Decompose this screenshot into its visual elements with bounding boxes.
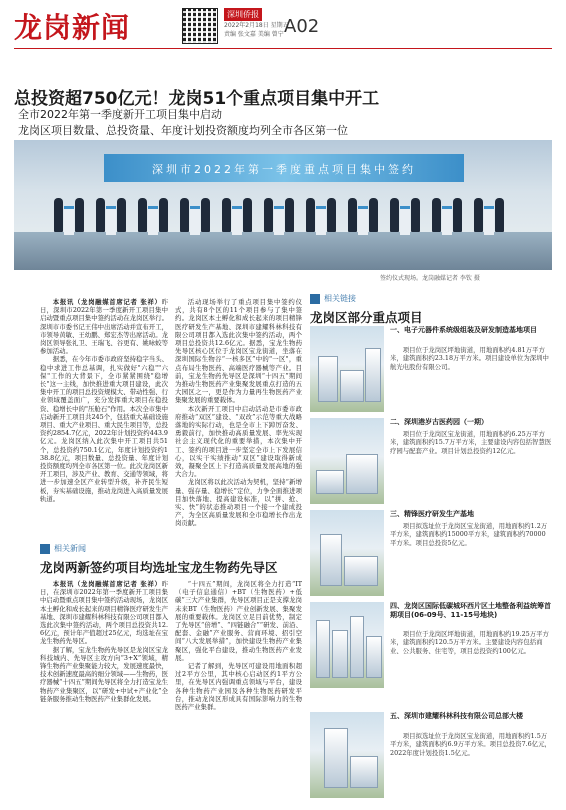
headline: 总投资超750亿元！龙岗51个重点项目集中开工 — [14, 89, 380, 109]
participant-figure — [453, 198, 462, 232]
project-title: 一、电子元器件系统级组装及研发制造基地项目 — [390, 326, 537, 334]
participant-figure — [117, 198, 126, 232]
participant-figure — [327, 198, 336, 232]
related-article-paragraph-1: 昨日，在深圳市2022年第一季度新开工项目集中启动暨重点项目集中签约活动现场，龙岗区本土孵化和成长起来的项目精锋医疗研发生产基地、深圳市建耀科林科技有限公司项目都入选此次集中签约活动，两个项目总投资共12.6亿元，预计年产值超过25亿元，均选址在宝龙生物药先导区。 — [40, 580, 168, 646]
related-links-label: 相关链接 — [324, 294, 356, 303]
issue-editors: 责编 张文嘉 美编 曾宁 — [224, 31, 284, 38]
signing-podium — [484, 206, 494, 235]
participant-figure — [180, 198, 189, 232]
signing-podium — [316, 206, 326, 235]
project-card — [310, 602, 554, 692]
related-article-title: 龙岗两新签约项目均选址宝龙生物药先导区 — [40, 560, 278, 575]
related-news-tag — [40, 542, 302, 556]
related-article-column-1 — [40, 580, 168, 703]
participant-figure — [201, 198, 210, 232]
signing-podium — [400, 206, 410, 235]
participant-figure — [54, 198, 63, 232]
project-title: 二、深圳港岁古医药园（一期） — [390, 418, 488, 426]
signing-podium — [64, 206, 74, 235]
signing-podium — [274, 206, 284, 235]
stage-screen — [104, 154, 464, 182]
participant-figure — [474, 198, 483, 232]
signing-podium — [190, 206, 200, 235]
related-news-label: 相关新闻 — [54, 544, 86, 553]
qr-code-icon — [182, 8, 218, 44]
participant-figure — [75, 198, 84, 232]
page-number: A02 — [284, 16, 320, 37]
participant-figure — [96, 198, 105, 232]
participant-figure — [243, 198, 252, 232]
project-title: 五、深圳市建耀科林科技有限公司总部大楼 — [390, 712, 523, 720]
project-rendering — [310, 712, 384, 798]
participant-figure — [306, 198, 315, 232]
stage-floor — [14, 232, 552, 270]
participant-figure — [159, 198, 168, 232]
article-lead-byline: 本报讯（龙岗融媒首席记者 张祥） — [52, 298, 162, 306]
masthead-divider — [14, 48, 552, 49]
article-lead-paragraph-4: 本次新开工项目中启动活动是市委市政府推动“双区”建设、“双改”示范等重大战略落地的实际行动，也是全市上下踔厉奋发、勇毅前行，加快推动高质量发展、率先实现社会主义现代化的重要举措，本次集中开工、签约的项目进一步坚定全市上下发展信心，以实干实绩推动“双区”建设取得新成效，凝聚全区上下打造高质量发展高地的强大合力。 — [175, 404, 302, 479]
brand-badge: 深圳侨报 — [224, 8, 262, 21]
article-lead-paragraph-5: 龙岗区将以此次活动为契机，坚持“新增量、强存量、稳增长”定位，力争全面推进项目加快落地、提高建设标准，以“拼、抢、实、快”的状态推动项目一个接一个建成投产，为全区高质量发展和全市稳增长作出龙岗贡献。 — [175, 478, 302, 528]
article-lead-paragraph-1: 昨日，深圳市2022年第一季度新开工项目集中启动暨重点项目集中签约活动在龙岗区举行。深圳市市委书记王伟中出席活动并宣布开工，市领导黄敏、王幼鹏、郑宏杰等出席活动。龙岗区领导张礼卫、王瑞飞、谷更有、姚咏蛟等参加活动。 — [40, 298, 168, 356]
related-article-paragraph-3: “十四五”期间，龙岗区将全力打造“IT（电子信息通信）+BT（生物医药）+低碳”三大产业集群，先导区项目正是支撑龙岗未来BT（生物医药）产业创新发展、集聚发展的重要载体。龙岗区立足目前优势，制定了先导区“倍增”、“四链融合”“研发、前沿、配套、金融”产业服务、营商环境、招引空间“八大发展举措”，加快建设生物药产业集聚区，强化平台建设，推动生物医药产业发展。 — [175, 580, 302, 662]
article-lead-column-2 — [175, 298, 302, 528]
subheadline-2: 龙岗区项目数量、总投资量、年度计划投资额度均列全市各区第一位 — [18, 124, 348, 137]
article-lead-column-1 — [40, 298, 168, 503]
participant-figure — [369, 198, 378, 232]
square-icon — [310, 294, 320, 304]
project-rendering — [310, 418, 384, 504]
project-description: 项目位于龙岗区坪地街道，用地面积约4.81万平方米，建筑面积约23.18万平方米。项目建设单位为深圳中航光电股份有限公司。 — [390, 346, 549, 371]
photo-caption: 签约仪式现场。龙岗融媒记者 李钦 摄 — [380, 275, 480, 282]
participant-figure — [138, 198, 147, 232]
related-links-tag — [310, 292, 550, 306]
participant-figure — [264, 198, 273, 232]
article-lead-paragraph-2: 据悉，在今年市委市政府坚持稳字当头、稳中求进工作总基调，扎实做好"六稳""六保"工作的大背景下，全市紧紧围绕"稳增长"这一主线，加快推进重大项目建设，此次集中开工的项目总投资规模大、带动性强、行业领域覆盖面广，充分发挥重大项目在稳投资、稳增长中的"压舱石"作用。本次全市集中启动新开工项目共245个，包括重大基础设施项目、重大产业项目、重大民生项目等，总投资约2854.7亿元，2022年计划投资约443.9亿元。龙岗区纳入此次集中开工项目共51个，总投资约750.1亿元，年度计划投资约138.8亿元，项目数量、总投资量、年度计划投资额度均列全市各区第一位。此次龙岗区新开工项目，涉及产业、教育、交通等领域，将进一步加速全区产业转型升级，补齐民生短板，夯实基础设施，推动龙岗进入高质量发展轨道。 — [40, 355, 168, 503]
participant-figure — [411, 198, 420, 232]
participant-figure — [348, 198, 357, 232]
project-description: 项目位于龙岗区坪地街道，用地面积约19.25万平方米，建筑面积约120.5万平方米。主要建设内容包括商业、公共服务、住宅等，项目总投资约100亿元。 — [390, 630, 549, 655]
article-lead-paragraph-3: 活动现场举行了重点项目集中签约仪式，共有8个区的11个项目参与了集中签约。龙岗区本土孵化和成长起来的项目精锋医疗研发生产基地、深圳市建耀科林科技有限公司项目都入选此次集中签约活动，两个项目总投资共12.6亿元。据悉，宝龙生物药先导区核心区位于龙岗区宝龙街道，坐落在深圳国际生物谷“一核多区”中的"一区"，重点布局生物医药、高端医疗器械等产业。目前，宝龙生物药先导区是深圳“十四五”期间为推动生物医药产业集聚发展重点打造的五大园区之一，更是作为力量再生物医药产业集聚发展的重要载体。 — [175, 298, 302, 405]
project-title: 三、精锋医疗研发生产基地 — [390, 510, 474, 518]
participant-figure — [495, 198, 504, 232]
signing-podium — [148, 206, 158, 235]
project-description: 项目拟选址位于龙岗区宝龙街道，用地面积约1.2万平方米，建筑面积约15000平方米，建筑面积约70000平方米。项目总投资5亿元。 — [390, 522, 548, 547]
related-article-column-2 — [175, 580, 302, 711]
key-projects-title: 龙岗区部分重点项目 — [310, 310, 423, 325]
related-article-byline: 本报讯（龙岗融媒首席记者 张祥） — [52, 580, 162, 588]
participant-figure — [390, 198, 399, 232]
participant-figure — [432, 198, 441, 232]
signing-podium — [442, 206, 452, 235]
hero-photo — [14, 140, 552, 270]
signing-podium — [358, 206, 368, 235]
participant-figure — [222, 198, 231, 232]
related-article-paragraph-4: 记者了解到，先导区可建设用地面积超过2平方公里，其中核心启动区约1平方公里，在先导区内强调重点领域与平台，建设各种生物药产业园及各种生物医药研发平台，推动龙岗区形成具有国际影响力的生物医药产业集群。 — [175, 662, 302, 712]
signing-podium — [106, 206, 116, 235]
signing-podium — [232, 206, 242, 235]
square-icon — [40, 544, 50, 554]
project-rendering — [310, 326, 384, 412]
project-rendering — [310, 510, 384, 596]
project-title: 四、龙岗区国际低碳城环西片区土地整备利益统筹首期项目(06-09号、11-15号地块) — [390, 602, 551, 619]
participant-figure — [285, 198, 294, 232]
project-rendering — [310, 602, 384, 688]
project-card — [310, 326, 554, 416]
masthead-title: 龙岗新闻 — [14, 11, 131, 44]
project-card — [310, 418, 554, 508]
subheadline-1: 全市2022年第一季度新开工项目集中启动 — [18, 108, 222, 121]
project-description: 项目位于龙岗区宝龙街道，用地面积约6.25万平方米，建筑面积约15.7万平方米，主要建设内容包括智慧医疗园与配套产业。项目计划总投资约12亿元。 — [390, 430, 552, 455]
project-card — [310, 510, 554, 600]
project-description: 项目拟选址位于龙岗区宝龙街道，用地面积约1.5万平方米，建筑面积约6.9万平方米。项目总投资7.6亿元，2022年度计划投资1.5亿元。 — [390, 732, 551, 757]
project-card — [310, 712, 554, 802]
related-article-paragraph-2: 据了解，宝龙生物药先导区是龙岗区宝龙科技城内、先导区主攻方向“3+X”领域，精锋生物药产业集聚能力较大，发展速度最快，技术创新速度最高的细分领域——生物药，医疗器械“十四五”期间先导区将全力打造宝龙生物药产业集聚区，以“研发+中试+产业化”全链条服务推动生物医药产业集群化发展。 — [40, 645, 168, 703]
issue-date: 2022年2月18日 星期五 — [224, 22, 289, 29]
stage-screen-title: 深圳市2022年第一季度重点项目集中签约 — [152, 163, 416, 176]
